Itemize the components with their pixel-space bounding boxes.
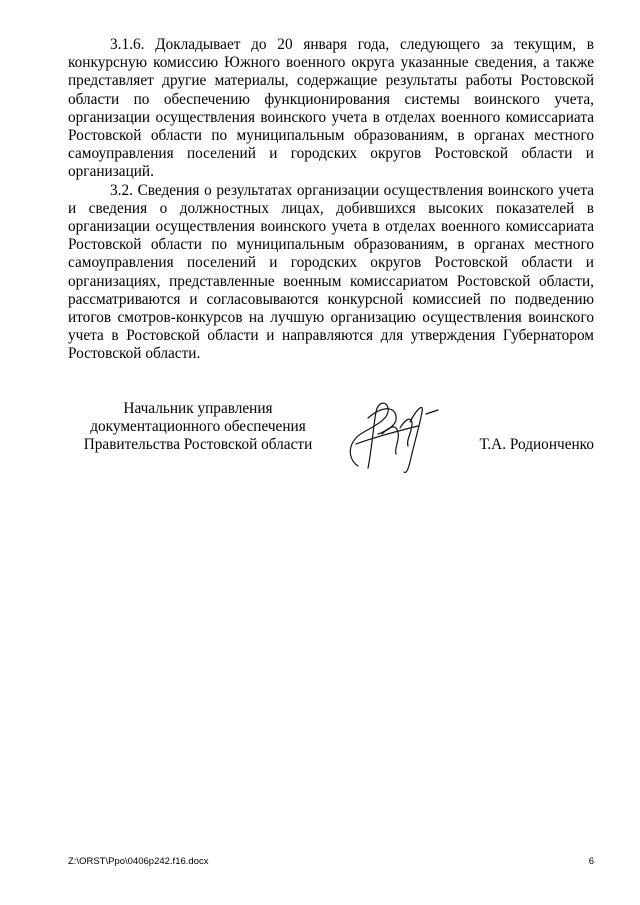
signatory-title-line-1: Начальник управления	[123, 400, 273, 417]
paragraph-3-2: 3.2. Сведения о результатах организации осуществления воинского учета и сведения о должностных лицах, добившихся высоких показателей в организации осуществления воинского учета в отделах военного комиссариата Ростовской области по муниципальным образованиям, в органах местного самоуправления поселений и городских округов Ростовской области и организациях, представленные военным комиссариатом Ростовской области, рассматриваются и согласовываются конкурсной комиссией по подведению итогов смотров-конкурсов на лучшую организацию осуществления воинского учета в Ростовской области и направляются для утверждения Губернатором Ростовской области.	[68, 181, 594, 363]
footer-file-path: Z:\ORST\Ppo\0406p242.f16.docx	[68, 856, 209, 867]
signatory-title	[68, 400, 328, 455]
page-number: 6	[588, 856, 594, 867]
signatory-name: Т.А. Родионченко	[479, 436, 594, 453]
handwritten-signature	[338, 388, 448, 478]
signatory-title-line-2: документационного обеспечения	[90, 418, 306, 436]
signature-block	[68, 400, 594, 480]
paragraph-3-1-6: 3.1.6. Докладывает до 20 января года, следующего за текущим, в конкурсную комиссию Южного военного округа указанные сведения, а также представляет другие материалы, содержащие результаты работы Ростовской области по обеспечению функционирования системы воинского учета, организации осуществления воинского учета в отделах военного комиссариата Ростовской области по муниципальным образованиям, в органах местного самоуправления поселений и городских округов Ростовской области и организаций.	[68, 36, 594, 181]
signatory-title-line-3: Правительства Ростовской области	[83, 436, 313, 454]
document-body	[68, 36, 594, 364]
